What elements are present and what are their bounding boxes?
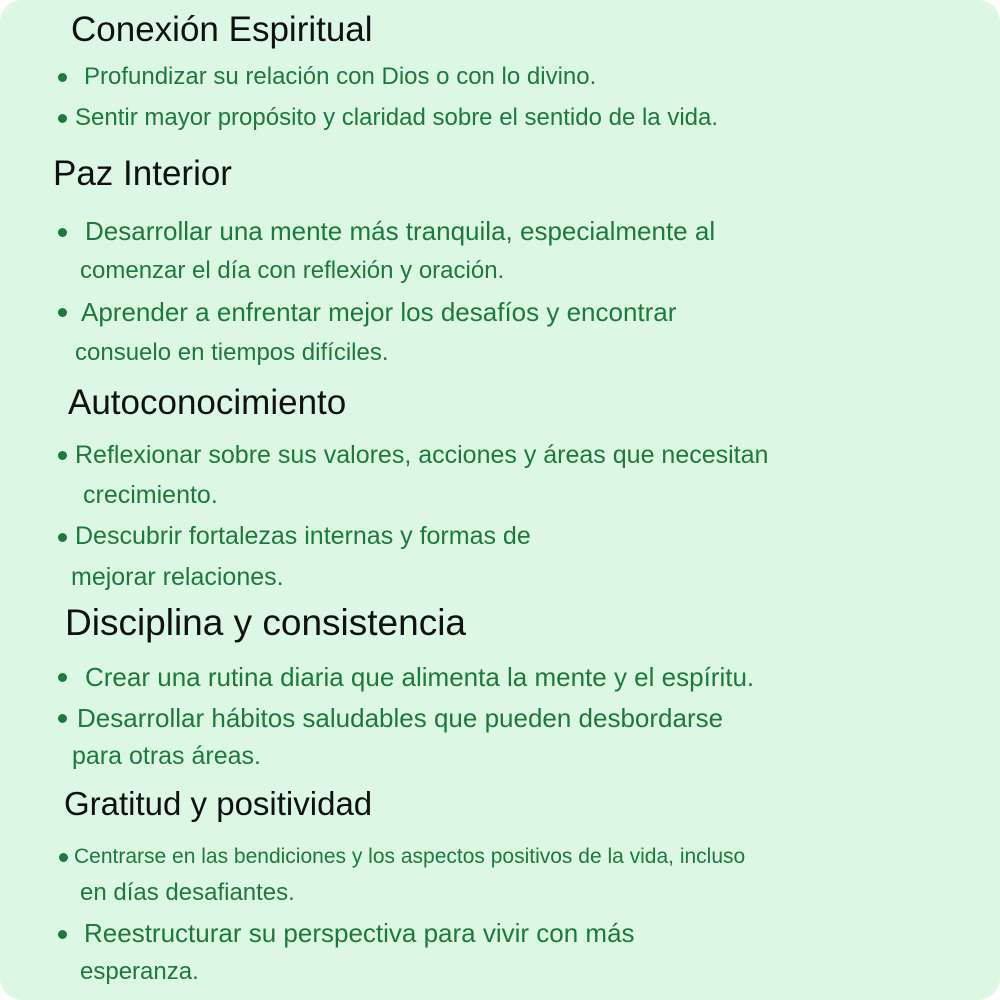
bullet-text: Reflexionar sobre sus valores, acciones y áreas que necesitan (75, 441, 769, 469)
bullet-dot (59, 853, 68, 862)
section-heading-gratitud: Gratitud y positividad (64, 785, 373, 822)
section-heading-autoconocimiento: Autoconocimiento (68, 383, 347, 422)
bullet-text-continued: en días desafiantes. (80, 879, 295, 906)
bullet-text-continued: comenzar el día con reflexión y oración. (80, 257, 505, 284)
bullet-dot (58, 451, 67, 460)
bullet-dot (58, 73, 67, 82)
bullet-text-continued: esperanza. (80, 958, 199, 985)
bullet-text-continued: consuelo en tiempos difíciles. (75, 339, 389, 366)
section-heading-conexion: Conexión Espiritual (71, 10, 373, 49)
bullet-text: Reestructurar su perspectiva para vivir con más (84, 918, 635, 948)
bullet-text: Descubrir fortalezas internas y formas de (75, 522, 531, 550)
bullet-dot (58, 308, 67, 317)
bullet-text: Crear una rutina diaria que alimenta la mente y el espíritu. (85, 662, 755, 692)
bullet-text: Sentir mayor propósito y claridad sobre el sentido de la vida. (75, 104, 719, 131)
bullet-text: Desarrollar una mente más tranquila, especialmente al (85, 216, 716, 246)
bullet-text-continued: para otras áreas. (72, 742, 261, 770)
bullet-text: Desarrollar hábitos saludables que pueden desbordarse (77, 703, 724, 733)
section-heading-paz: Paz Interior (53, 154, 232, 193)
bullet-text: Aprender a enfrentar mejor los desafíos y encontrar (81, 297, 677, 327)
bullet-dot (58, 714, 67, 723)
bullet-dot (58, 228, 67, 237)
bullet-dot (58, 114, 67, 123)
bullet-dot (58, 930, 67, 939)
bullet-dot (58, 673, 67, 682)
section-heading-disciplina: Disciplina y consistencia (65, 602, 467, 643)
bullet-text: Centrarse en las bendiciones y los aspectos positivos de la vida, incluso (74, 845, 746, 868)
bullet-text: Profundizar su relación con Dios o con lo divino. (84, 63, 597, 90)
bullet-dot (58, 533, 67, 542)
bullet-text-continued: crecimiento. (83, 481, 218, 509)
bullet-text-continued: mejorar relaciones. (71, 563, 284, 591)
